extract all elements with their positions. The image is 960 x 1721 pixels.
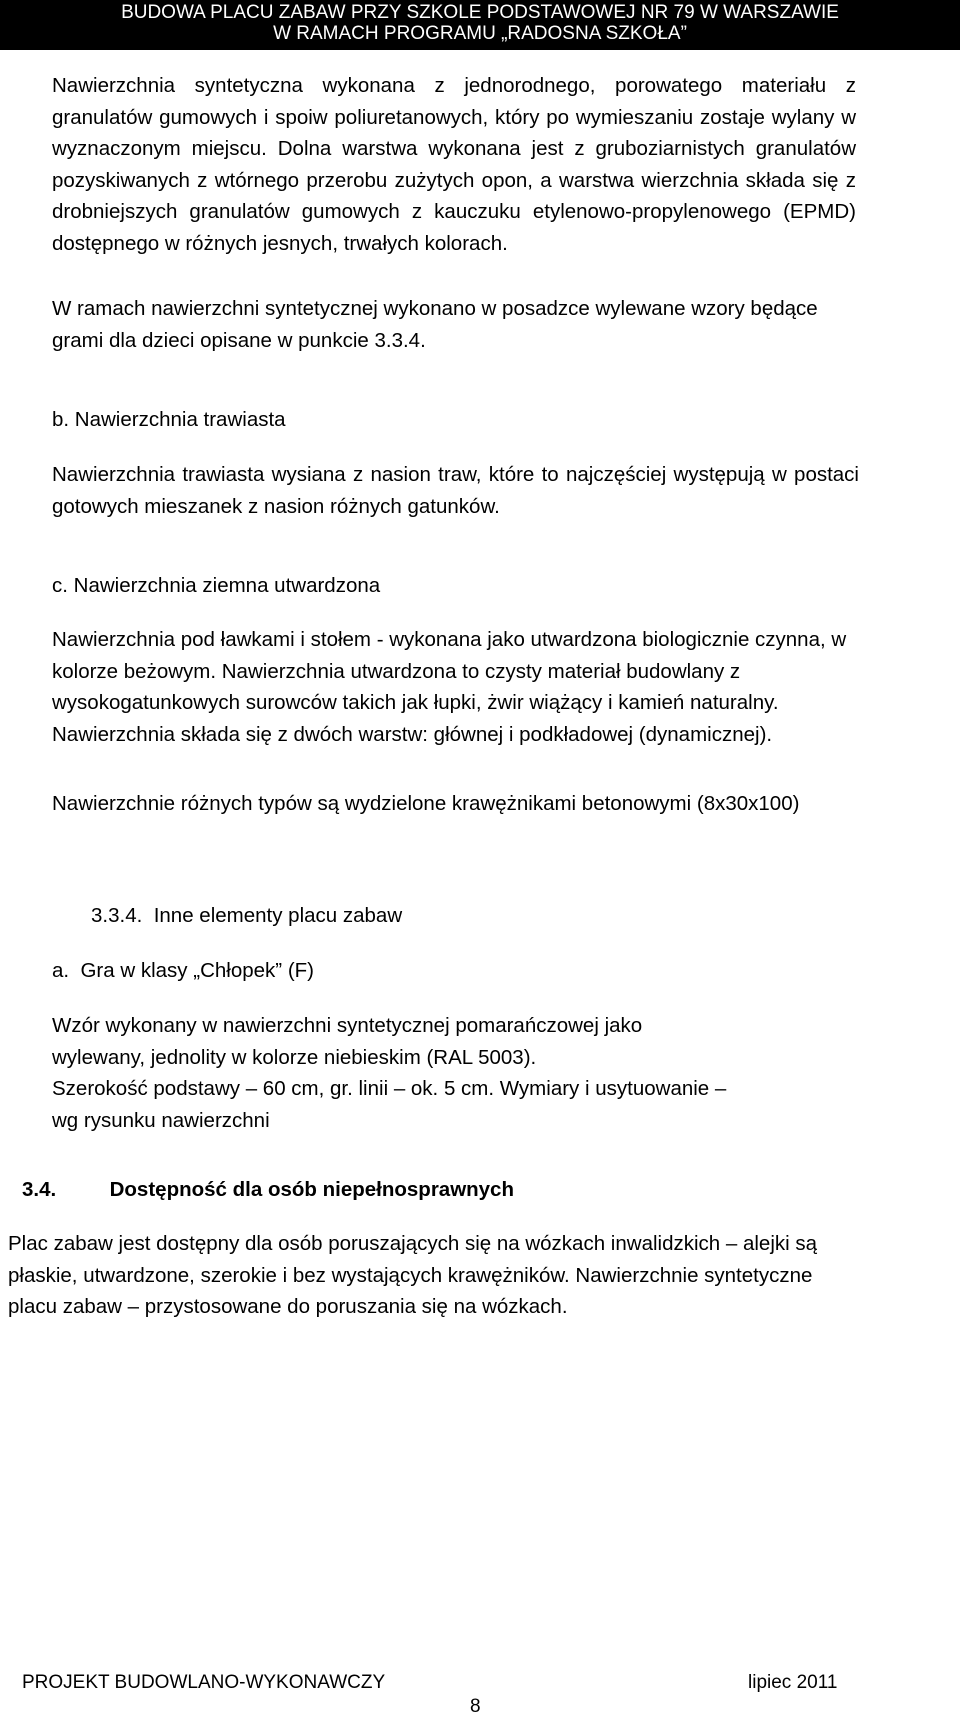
- page-header: [0, 0, 960, 50]
- accessibility-paragraph: Plac zabaw jest dostępny dla osób poruszających się na wózkach inwalidzkich – alejki są płaskie, utwardzone, szerokie i bez wystających krawężników. Nawierzchnie syntetyczne placu zabaw – przystosowane do poruszania się na wózkach.: [8, 1232, 818, 1318]
- hopscotch-description: [52, 1010, 726, 1136]
- hopscotch-line: wg rysunku nawierzchni: [52, 1108, 270, 1132]
- synthetic-patterns-paragraph: W ramach nawierzchni syntetycznej wykonano w posadzce wylewane wzory będące grami dla dzieci opisane w punkcie 3.3.4.: [52, 297, 818, 352]
- earth-surface-paragraph: Nawierzchnia pod ławkami i stołem - wykonana jako utwardzona biologicznie czynna, w kolorze beżowym. Nawierzchnia utwardzona to czysty materiał budowlany z wysokogatunkowych surowców takich jak łupki, żwir wiążący i kamień naturalny. Nawierzchnia składa się z dwóch warstw: głównej i podkładowej (dynamicznej).: [52, 628, 847, 746]
- hopscotch-heading: a. Gra w klasy „Chłopek” (F): [52, 959, 314, 982]
- grass-surface-heading: b. Nawierzchnia trawiasta: [52, 408, 286, 431]
- section-334-number: 3.3.4.: [91, 904, 143, 927]
- header-title-line1: BUDOWA PLACU ZABAW PRZY SZKOLE PODSTAWOWEJ NR 79 W WARSZAWIE: [121, 2, 839, 23]
- section-334-title: Inne elementy placu zabaw: [153, 904, 403, 927]
- hopscotch-line: Szerokość podstawy – 60 cm, gr. linii – ok. 5 cm. Wymiary i usytuowanie –: [52, 1077, 727, 1100]
- section-34-number: 3.4.: [22, 1178, 57, 1201]
- header-title-line2: W RAMACH PROGRAMU „RADOSNA SZKOŁA”: [273, 23, 687, 44]
- page-number: 8: [470, 1696, 481, 1717]
- footer-date: lipiec 2011: [748, 1672, 838, 1693]
- grass-surface-paragraph: Nawierzchnia trawiasta wysiana z nasion traw, które to najczęściej występują w postaci gotowych mieszanek z nasion różnych gatunków.: [52, 463, 859, 518]
- hopscotch-line: wylewany, jednolity w kolorze niebieskim (RAL 5003).: [52, 1045, 537, 1069]
- earth-surface-heading: c. Nawierzchnia ziemna utwardzona: [52, 574, 381, 597]
- hopscotch-line: Wzór wykonany w nawierzchni syntetycznej pomarańczowej jako: [52, 1014, 643, 1037]
- footer-project-label: PROJEKT BUDOWLANO-WYKONAWCZY: [22, 1672, 386, 1693]
- section-34-heading: [22, 1174, 514, 1206]
- synthetic-surface-paragraph: Nawierzchnia syntetyczna wykonana z jednorodnego, porowatego materiału z granulatów gumowych i spoiw poliuretanowych, który po wymieszaniu zostaje wylany w wyznaczonym miejscu. Dolna warstwa wykonana jest z gruboziarnistych granulatów pozyskiwanych z wtórnego przerobu zużytych opon, a warstwa wierzchnia składa się z drobniejszych granulatów gumowych z kauczuku etylenowo-propylenowego (EPMD) dostępnego w różnych jesnych, trwałych kolorach.: [52, 74, 856, 255]
- section-334-heading: [91, 900, 402, 932]
- curbs-paragraph: Nawierzchnie różnych typów są wydzielone krawężnikami betonowymi (8x30x100): [52, 792, 800, 815]
- section-34-title: Dostępność dla osób niepełnosprawnych: [109, 1178, 514, 1201]
